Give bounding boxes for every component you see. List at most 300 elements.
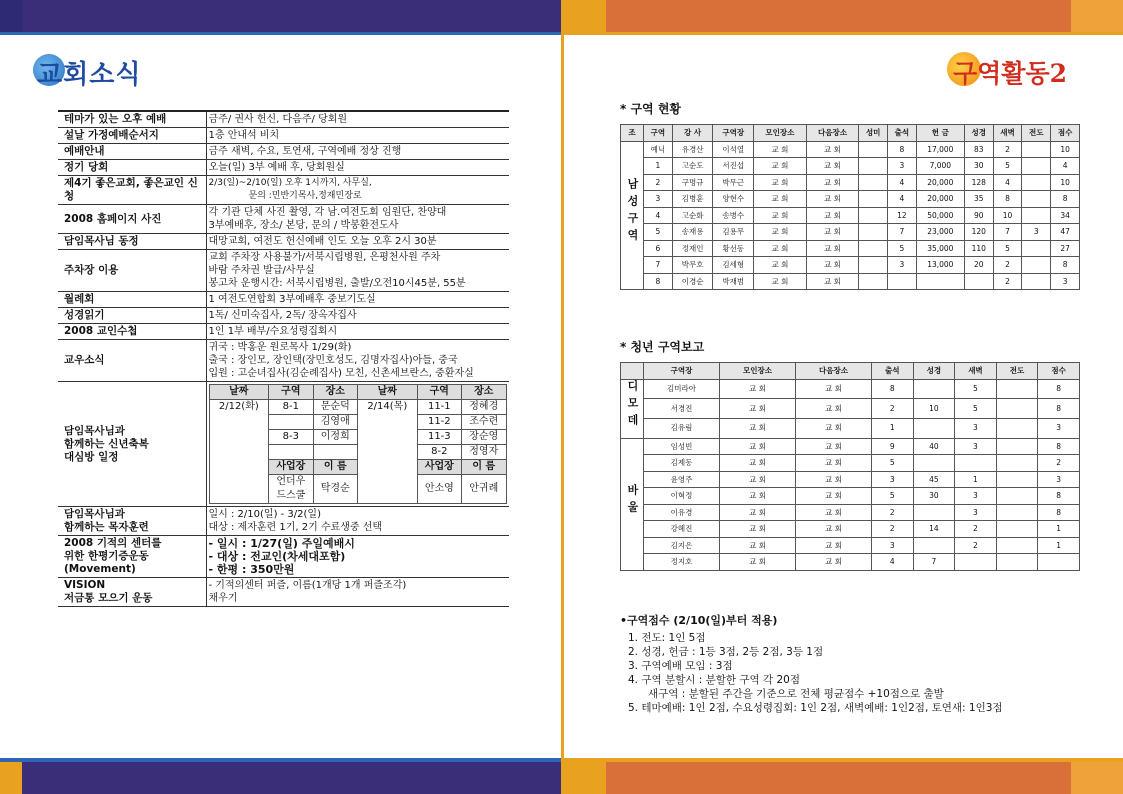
rule-item: 5. 테마예배: 1인 2점, 수요성령집회: 1인 2점, 새벽예배: 1인2점, 토연새: 1인3점 bbox=[628, 702, 1003, 714]
status-cell: 고순도 bbox=[672, 158, 713, 175]
youth-cell: 정지호 bbox=[644, 554, 720, 571]
status-row bbox=[621, 207, 1080, 224]
youth-cell: 3 bbox=[955, 418, 997, 438]
row-value-line: 1인 1부 배부/수요성령집회시 bbox=[208, 326, 338, 337]
biz-name: 안소영 bbox=[417, 475, 461, 504]
status-cell bbox=[1022, 273, 1051, 290]
youth-cell: 3 bbox=[1038, 471, 1080, 488]
visit-district: 8-3 bbox=[269, 430, 313, 445]
youth-cell bbox=[913, 537, 955, 554]
status-header: 다음장소 bbox=[806, 125, 859, 142]
status-header: 구역 bbox=[644, 125, 673, 142]
youth-cell: 1 bbox=[1038, 521, 1080, 538]
top-color-bar bbox=[0, 0, 1123, 32]
status-cell: 교 회 bbox=[806, 224, 859, 241]
status-cell: 6 bbox=[644, 240, 673, 257]
status-cell: 교 회 bbox=[754, 240, 807, 257]
church-news-header bbox=[33, 48, 163, 90]
youth-cell bbox=[996, 471, 1038, 488]
status-cell: 35,000 bbox=[916, 240, 964, 257]
news-row bbox=[58, 578, 509, 607]
status-cell: 3 bbox=[888, 257, 917, 274]
youth-cell: 5 bbox=[955, 399, 997, 419]
visit-place: 이정희 bbox=[313, 430, 357, 445]
youth-cell: 교 회 bbox=[720, 521, 796, 538]
youth-cell: 2 bbox=[872, 504, 914, 521]
row-value-line: 문의 :민반기목사,정재민장로 bbox=[248, 191, 362, 201]
status-cell: 10 bbox=[1051, 141, 1080, 158]
status-cell: 교 회 bbox=[806, 191, 859, 208]
row-label-line: 교우소식 bbox=[64, 354, 105, 366]
row-label bbox=[58, 160, 206, 176]
youth-cell: 교 회 bbox=[796, 379, 872, 399]
youth-cell: 3 bbox=[872, 471, 914, 488]
status-cell: 120 bbox=[964, 224, 993, 241]
row-value-line: 대상 : 제자훈련 1기, 2기 수료생중 선택 bbox=[208, 522, 383, 533]
left-page-rule bbox=[0, 32, 561, 35]
status-cell: 8 bbox=[1051, 191, 1080, 208]
status-cell bbox=[859, 224, 888, 241]
youth-cell bbox=[996, 418, 1038, 438]
biz-person: 탁경순 bbox=[313, 475, 357, 504]
youth-row bbox=[621, 537, 1080, 554]
news-row bbox=[58, 507, 509, 536]
visit-schedule-table bbox=[209, 384, 507, 504]
row-value-line: 오늘(일) 3부 예배 후, 당회원실 bbox=[208, 162, 345, 173]
youth-cell: 5 bbox=[872, 455, 914, 472]
row-value-line: 금주 새벽, 수요, 토연새, 구역예배 정상 진행 bbox=[208, 146, 402, 157]
status-cell bbox=[859, 174, 888, 191]
row-value bbox=[206, 205, 509, 234]
district-activity-title: 구역활동2 bbox=[953, 59, 1067, 88]
row-label-line: 함께하는 신년축복 bbox=[64, 437, 149, 450]
status-cell: 8 bbox=[888, 141, 917, 158]
status-cell: 3 bbox=[888, 158, 917, 175]
status-cell: 교 회 bbox=[754, 257, 807, 274]
row-value bbox=[206, 128, 509, 144]
status-cell: 17,000 bbox=[916, 141, 964, 158]
status-header: 강 사 bbox=[672, 125, 713, 142]
status-cell: 8 bbox=[644, 273, 673, 290]
youth-row bbox=[621, 379, 1080, 399]
group-label bbox=[621, 379, 644, 438]
status-cell: 50,000 bbox=[916, 207, 964, 224]
status-cell: 110 bbox=[964, 240, 993, 257]
youth-row bbox=[621, 504, 1080, 521]
youth-cell: 5 bbox=[872, 488, 914, 505]
visit-schedule-row bbox=[58, 382, 509, 507]
status-cell: 송재용 bbox=[672, 224, 713, 241]
biz-person: 안귀례 bbox=[462, 475, 506, 504]
visit-district: 11-3 bbox=[417, 430, 461, 445]
rule-item: 4. 구역 분할시 : 분할한 구역 각 20점 bbox=[628, 674, 800, 686]
status-cell bbox=[859, 257, 888, 274]
status-cell bbox=[859, 191, 888, 208]
status-cell: 7 bbox=[644, 257, 673, 274]
biz-name: 언더우 드스쿨 bbox=[269, 475, 313, 504]
youth-cell: 교 회 bbox=[720, 504, 796, 521]
district-score-rules bbox=[620, 614, 1003, 715]
youth-cell: 2 bbox=[872, 399, 914, 419]
visit-district bbox=[269, 445, 313, 460]
row-label-line: 함께하는 목자훈련 bbox=[64, 521, 149, 533]
status-cell: 2 bbox=[993, 273, 1022, 290]
visit-place: 정혜경 bbox=[462, 400, 506, 415]
visit-header: 장소 bbox=[313, 385, 357, 400]
status-header: 모인장소 bbox=[754, 125, 807, 142]
status-cell: 20,000 bbox=[916, 191, 964, 208]
visit-place: 조수련 bbox=[462, 415, 506, 430]
youth-cell: 3 bbox=[955, 438, 997, 455]
youth-cell: 1 bbox=[1038, 537, 1080, 554]
row-value bbox=[206, 144, 509, 160]
status-cell: 12 bbox=[888, 207, 917, 224]
youth-cell: 2 bbox=[955, 537, 997, 554]
status-row bbox=[621, 191, 1080, 208]
status-cell bbox=[859, 207, 888, 224]
youth-cell: 2 bbox=[872, 521, 914, 538]
row-label bbox=[58, 250, 206, 292]
visit-place: 정영자 bbox=[462, 445, 506, 460]
row-value bbox=[206, 308, 509, 324]
row-label-line: 담임목사님과 bbox=[64, 424, 125, 437]
status-cell bbox=[859, 273, 888, 290]
status-cell bbox=[1022, 257, 1051, 274]
row-value-line: 출국 : 장인모, 장인택(장민호성도, 김명자집사)아들, 중국 bbox=[208, 355, 458, 366]
news-row bbox=[58, 128, 509, 144]
youth-cell: 2 bbox=[1038, 455, 1080, 472]
status-cell: 27 bbox=[1051, 240, 1080, 257]
news-row bbox=[58, 234, 509, 250]
status-cell: 10 bbox=[1051, 174, 1080, 191]
row-label-line: 저금통 모으기 운동 bbox=[64, 592, 153, 604]
news-row bbox=[58, 250, 509, 292]
visit-header: 장소 bbox=[462, 385, 506, 400]
status-header: 성미 bbox=[859, 125, 888, 142]
youth-cell: 서경진 bbox=[644, 399, 720, 419]
youth-cell: 5 bbox=[955, 379, 997, 399]
row-value-line: 1층 안내석 비치 bbox=[208, 130, 280, 141]
youth-cell bbox=[996, 537, 1038, 554]
youth-cell: 교 회 bbox=[720, 537, 796, 554]
news-row bbox=[58, 308, 509, 324]
status-cell: 교 회 bbox=[754, 191, 807, 208]
district-status-table bbox=[620, 124, 1080, 290]
youth-cell bbox=[955, 554, 997, 571]
youth-cell bbox=[913, 455, 955, 472]
youth-cell bbox=[996, 554, 1038, 571]
row-label-line: 성경읽기 bbox=[64, 309, 105, 321]
youth-cell: 교 회 bbox=[796, 521, 872, 538]
youth-cell: 3 bbox=[1038, 418, 1080, 438]
church-news-table bbox=[58, 110, 509, 607]
youth-cell: 8 bbox=[1038, 504, 1080, 521]
youth-cell: 3 bbox=[872, 537, 914, 554]
row-value-line: 채우기 bbox=[208, 593, 238, 604]
status-cell: 교 회 bbox=[806, 240, 859, 257]
status-header: 구역장 bbox=[713, 125, 754, 142]
status-cell: 8 bbox=[993, 191, 1022, 208]
youth-row bbox=[621, 438, 1080, 455]
row-label-line: 대심방 일정 bbox=[64, 450, 119, 463]
news-row bbox=[58, 111, 509, 128]
status-cell: 4 bbox=[1051, 158, 1080, 175]
status-cell: 박무근 bbox=[713, 174, 754, 191]
row-value-line: 입원 : 고순녀집사(김순례집사) 모친, 신촌세브란스, 중환자실 bbox=[208, 368, 474, 379]
row-label-line: 위한 한평기증운동 bbox=[64, 550, 149, 562]
status-cell: 예닉 bbox=[644, 141, 673, 158]
youth-cell bbox=[913, 379, 955, 399]
rule-item: 1. 전도: 1인 5점 bbox=[628, 632, 706, 644]
status-cell: 13,000 bbox=[916, 257, 964, 274]
youth-header: 성경 bbox=[913, 363, 955, 380]
youth-cell: 교 회 bbox=[796, 399, 872, 419]
visit-place: 문순덕 bbox=[313, 400, 357, 415]
row-label bbox=[58, 176, 206, 205]
youth-header: 출석 bbox=[872, 363, 914, 380]
status-row bbox=[621, 240, 1080, 257]
status-row bbox=[621, 273, 1080, 290]
youth-cell: 교 회 bbox=[720, 399, 796, 419]
status-cell: 이석열 bbox=[713, 141, 754, 158]
row-value-line: - 한평 : 350만원 bbox=[208, 563, 295, 576]
status-header: 성경 bbox=[964, 125, 993, 142]
status-cell: 서진섭 bbox=[713, 158, 754, 175]
youth-cell: 이유경 bbox=[644, 504, 720, 521]
youth-cell bbox=[913, 504, 955, 521]
youth-cell bbox=[996, 399, 1038, 419]
youth-cell: 김지은 bbox=[644, 537, 720, 554]
status-cell bbox=[859, 141, 888, 158]
status-cell: 송병수 bbox=[713, 207, 754, 224]
youth-cell bbox=[996, 504, 1038, 521]
status-cell: 양현수 bbox=[713, 191, 754, 208]
row-label-line: 2008 교인수첩 bbox=[64, 325, 138, 337]
row-label-line: 2008 기적의 센터를 bbox=[64, 537, 162, 549]
row-label bbox=[58, 128, 206, 144]
youth-row bbox=[621, 488, 1080, 505]
status-cell: 3 bbox=[1022, 224, 1051, 241]
youth-cell: 8 bbox=[1038, 488, 1080, 505]
youth-cell: 교 회 bbox=[796, 537, 872, 554]
row-label-line: 월례회 bbox=[64, 293, 95, 305]
status-cell: 4 bbox=[644, 207, 673, 224]
news-row bbox=[58, 176, 509, 205]
status-cell: 이경순 bbox=[672, 273, 713, 290]
row-value-line: - 대상 : 전교인(차세대포함) bbox=[208, 550, 346, 563]
status-cell: 3 bbox=[1051, 273, 1080, 290]
row-value-line: 1 여전도연합회 3부예배후 중보기도실 bbox=[208, 294, 376, 305]
youth-cell: 7 bbox=[913, 554, 955, 571]
page-fold bbox=[561, 32, 564, 762]
visit-district: 8-1 bbox=[269, 400, 313, 415]
row-label bbox=[58, 578, 206, 607]
youth-cell bbox=[996, 488, 1038, 505]
status-cell: 47 bbox=[1051, 224, 1080, 241]
youth-header: 다음장소 bbox=[796, 363, 872, 380]
youth-cell: 1 bbox=[872, 418, 914, 438]
visit-header: 날짜 bbox=[357, 385, 417, 400]
news-row bbox=[58, 340, 509, 382]
status-cell: 5 bbox=[993, 158, 1022, 175]
status-cell: 교 회 bbox=[806, 257, 859, 274]
row-label bbox=[58, 111, 206, 128]
status-header: 출석 bbox=[888, 125, 917, 142]
biz-header: 이 름 bbox=[313, 460, 357, 475]
status-cell bbox=[964, 273, 993, 290]
status-cell bbox=[859, 240, 888, 257]
youth-cell: 30 bbox=[913, 488, 955, 505]
row-value-line: - 기적의센터 퍼즐, 이름(1개당 1개 퍼즐조각) bbox=[208, 580, 407, 591]
youth-row bbox=[621, 455, 1080, 472]
status-cell bbox=[1022, 158, 1051, 175]
news-row bbox=[58, 292, 509, 308]
youth-cell: 김미라아 bbox=[644, 379, 720, 399]
status-header: 조 bbox=[621, 125, 644, 142]
status-cell bbox=[1022, 240, 1051, 257]
youth-cell: 교 회 bbox=[796, 455, 872, 472]
row-value-line: 일시 : 2/10(일) - 3/2(일) bbox=[208, 509, 321, 520]
youth-row bbox=[621, 521, 1080, 538]
row-label-line: 설날 가정예배순서지 bbox=[64, 129, 159, 141]
bottom-color-bar bbox=[0, 762, 1123, 794]
status-cell: 교 회 bbox=[806, 141, 859, 158]
youth-row bbox=[621, 554, 1080, 571]
status-cell: 3 bbox=[644, 191, 673, 208]
biz-header: 사업장 bbox=[269, 460, 313, 475]
youth-header: 새벽 bbox=[955, 363, 997, 380]
row-label-line: 담임목사님 동정 bbox=[64, 235, 139, 247]
row-label bbox=[58, 536, 206, 578]
status-cell: 박재범 bbox=[713, 273, 754, 290]
status-cell: 2 bbox=[993, 141, 1022, 158]
youth-cell: 4 bbox=[872, 554, 914, 571]
youth-header: 구역장 bbox=[644, 363, 720, 380]
group-label bbox=[621, 141, 644, 290]
visit-header: 구역 bbox=[269, 385, 313, 400]
visit-district: 11-1 bbox=[417, 400, 461, 415]
youth-cell: 교 회 bbox=[796, 488, 872, 505]
youth-cell: 교 회 bbox=[796, 438, 872, 455]
visit-district: 11-2 bbox=[417, 415, 461, 430]
biz-header: 이 름 bbox=[462, 460, 506, 475]
status-cell: 김병훈 bbox=[672, 191, 713, 208]
row-label bbox=[58, 382, 206, 507]
youth-cell bbox=[996, 455, 1038, 472]
row-value bbox=[206, 324, 509, 340]
youth-cell: 40 bbox=[913, 438, 955, 455]
youth-cell: 이혁정 bbox=[644, 488, 720, 505]
news-row bbox=[58, 324, 509, 340]
youth-cell: 1 bbox=[955, 471, 997, 488]
youth-cell: 3 bbox=[955, 504, 997, 521]
visit-date: 2/12(화) bbox=[209, 400, 269, 504]
row-value-line: 2/3(일)~2/10(일) 오후 1시까지, 사무실, bbox=[208, 178, 372, 188]
youth-cell bbox=[996, 521, 1038, 538]
rule-sub-item: 새구역 : 분할된 주간을 기준으로 전체 평균점수 +10점으로 출발 bbox=[648, 688, 944, 700]
row-label bbox=[58, 205, 206, 234]
youth-cell: 2 bbox=[955, 521, 997, 538]
status-cell: 황선동 bbox=[713, 240, 754, 257]
status-cell bbox=[859, 158, 888, 175]
youth-cell: 교 회 bbox=[720, 488, 796, 505]
district-status-heading: * 구역 현황 bbox=[620, 102, 681, 116]
left-page-rule-bottom bbox=[0, 758, 561, 762]
status-cell: 5 bbox=[888, 240, 917, 257]
status-cell: 교 회 bbox=[754, 174, 807, 191]
status-cell: 4 bbox=[888, 174, 917, 191]
status-row bbox=[621, 174, 1080, 191]
status-cell: 7 bbox=[993, 224, 1022, 241]
row-label-line: 예배안내 bbox=[64, 145, 105, 157]
row-label-line: 테마가 있는 오후 예배 bbox=[64, 113, 167, 125]
youth-cell: 교 회 bbox=[720, 418, 796, 438]
status-cell: 교 회 bbox=[806, 273, 859, 290]
youth-cell: 교 회 bbox=[796, 504, 872, 521]
status-cell: 30 bbox=[964, 158, 993, 175]
youth-cell: 교 회 bbox=[796, 418, 872, 438]
youth-cell bbox=[955, 455, 997, 472]
youth-cell: 교 회 bbox=[720, 455, 796, 472]
status-cell: 2 bbox=[644, 174, 673, 191]
row-label bbox=[58, 507, 206, 536]
status-cell: 5 bbox=[644, 224, 673, 241]
youth-cell: 8 bbox=[1038, 438, 1080, 455]
news-row bbox=[58, 160, 509, 176]
status-cell: 20 bbox=[964, 257, 993, 274]
status-cell: 23,000 bbox=[916, 224, 964, 241]
row-value-line: 봉고차 운행시간: 서북시립병원, 출발/오전10시45분, 55분 bbox=[208, 278, 466, 289]
status-cell: 구명규 bbox=[672, 174, 713, 191]
youth-cell bbox=[996, 438, 1038, 455]
church-news-title: 교회소식 bbox=[37, 60, 142, 90]
row-value bbox=[206, 292, 509, 308]
status-cell: 정재인 bbox=[672, 240, 713, 257]
status-cell bbox=[888, 273, 917, 290]
youth-cell: 교 회 bbox=[720, 471, 796, 488]
visit-header: 구역 bbox=[417, 385, 461, 400]
youth-cell: 8 bbox=[872, 379, 914, 399]
youth-cell: 교 회 bbox=[796, 554, 872, 571]
row-label bbox=[58, 144, 206, 160]
row-label-line: VISION bbox=[64, 579, 106, 591]
status-row bbox=[621, 224, 1080, 241]
youth-row bbox=[621, 471, 1080, 488]
row-value bbox=[206, 578, 509, 607]
status-cell: 김세형 bbox=[713, 257, 754, 274]
status-cell: 유경산 bbox=[672, 141, 713, 158]
row-label-line: 제4기 좋은교회, 좋은교인 신청 bbox=[64, 177, 198, 202]
youth-cell: 14 bbox=[913, 521, 955, 538]
status-cell: 8 bbox=[1051, 257, 1080, 274]
status-cell: 20,000 bbox=[916, 174, 964, 191]
row-value bbox=[206, 160, 509, 176]
status-cell: 83 bbox=[964, 141, 993, 158]
youth-cell: 8 bbox=[1038, 379, 1080, 399]
youth-header: 모인장소 bbox=[720, 363, 796, 380]
right-page-rule-bottom bbox=[564, 758, 1123, 762]
youth-cell: 강혜진 bbox=[644, 521, 720, 538]
youth-cell bbox=[1038, 554, 1080, 571]
youth-header: 점수 bbox=[1038, 363, 1080, 380]
youth-cell: 교 회 bbox=[796, 471, 872, 488]
youth-cell bbox=[996, 379, 1038, 399]
status-cell: 4 bbox=[888, 191, 917, 208]
youth-cell: 교 회 bbox=[720, 379, 796, 399]
row-value-line: 1독/ 신미숙집사, 2독/ 장옥자집사 bbox=[208, 310, 357, 321]
youth-cell: 45 bbox=[913, 471, 955, 488]
right-page-rule bbox=[564, 32, 1123, 35]
